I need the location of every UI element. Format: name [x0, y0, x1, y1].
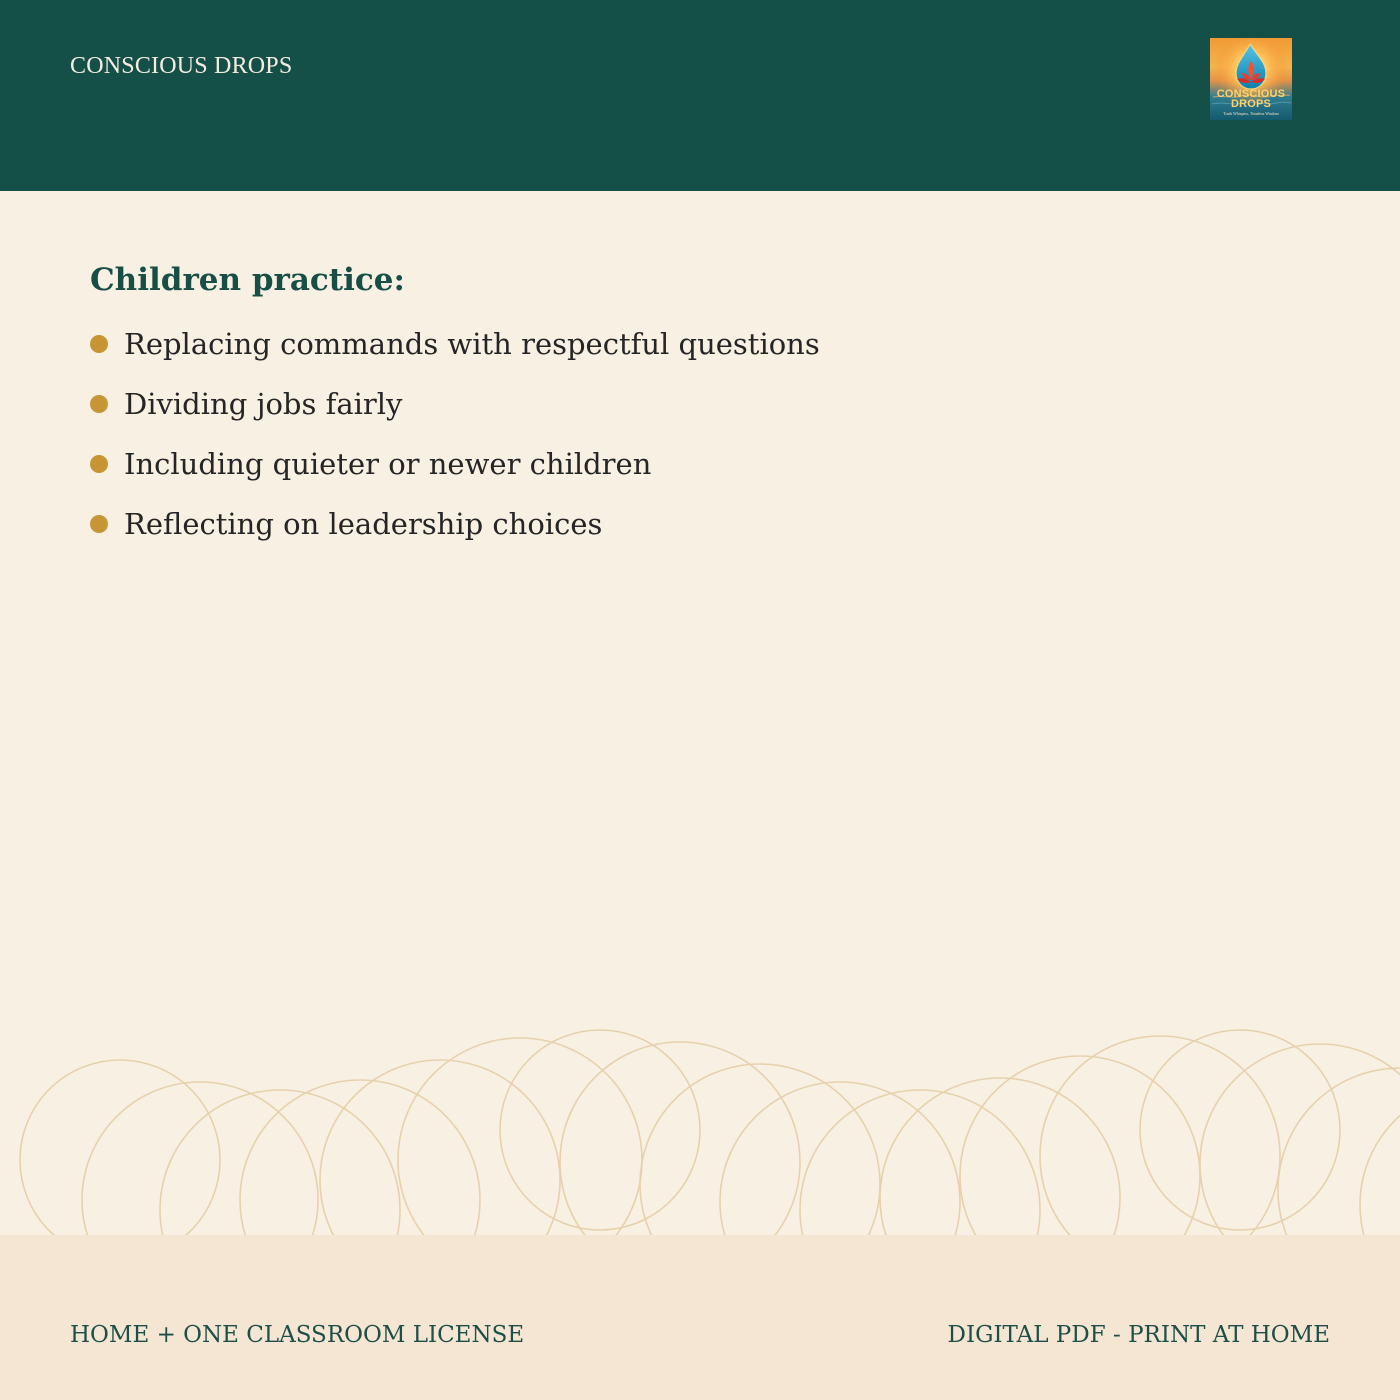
gold-bullet-icon [90, 455, 108, 473]
gold-bullet-icon [90, 395, 108, 413]
logo-subtitle: Truth Whispers, Timeless Wisdom [1223, 111, 1279, 116]
decorative-circle [1360, 1085, 1400, 1236]
brand-logo [1210, 38, 1292, 120]
practice-item-text: Dividing jobs fairly [124, 387, 403, 421]
license-text: HOME + ONE CLASSROOM LICENSE [70, 1322, 525, 1348]
gold-bullet-icon [90, 515, 108, 533]
practice-item-text: Replacing commands with respectful questions [124, 327, 820, 361]
decorative-circle [1278, 1068, 1400, 1236]
practice-item-text: Including quieter or newer children [124, 447, 652, 481]
logo-title-line-1: CONSCIOUS [1216, 88, 1286, 100]
top-header [0, 0, 1400, 191]
logo-title-line-2: DROPS [1230, 98, 1272, 110]
logo-title [1210, 89, 1292, 109]
decorative-circle [1040, 1036, 1280, 1236]
decorative-circle [160, 1090, 400, 1236]
footer-band [0, 1235, 1400, 1400]
practice-content [90, 258, 1090, 560]
practice-list-item [90, 380, 1090, 440]
decorative-circle [960, 1056, 1200, 1236]
practice-heading: Children practice: [90, 262, 405, 298]
decorative-circle [500, 1030, 700, 1230]
decorative-circle [640, 1064, 880, 1236]
decorative-circle [1140, 1030, 1340, 1230]
practice-list-item [90, 500, 1090, 560]
gold-bullet-icon [90, 335, 108, 353]
decorative-circle [240, 1080, 480, 1236]
brand-name: CONSCIOUS DROPS [70, 53, 293, 79]
decorative-circle [880, 1078, 1120, 1236]
decorative-circle [20, 1060, 220, 1236]
practice-list-item [90, 440, 1090, 500]
decorative-circle [82, 1082, 318, 1236]
decorative-circle [320, 1060, 560, 1236]
practice-list-item [90, 320, 1090, 380]
decorative-circle [1200, 1044, 1400, 1236]
format-text: DIGITAL PDF - PRINT AT HOME [947, 1322, 1330, 1348]
decorative-circles [0, 1020, 1400, 1236]
practice-list [90, 320, 1090, 560]
practice-item-text: Reflecting on leadership choices [124, 507, 603, 541]
